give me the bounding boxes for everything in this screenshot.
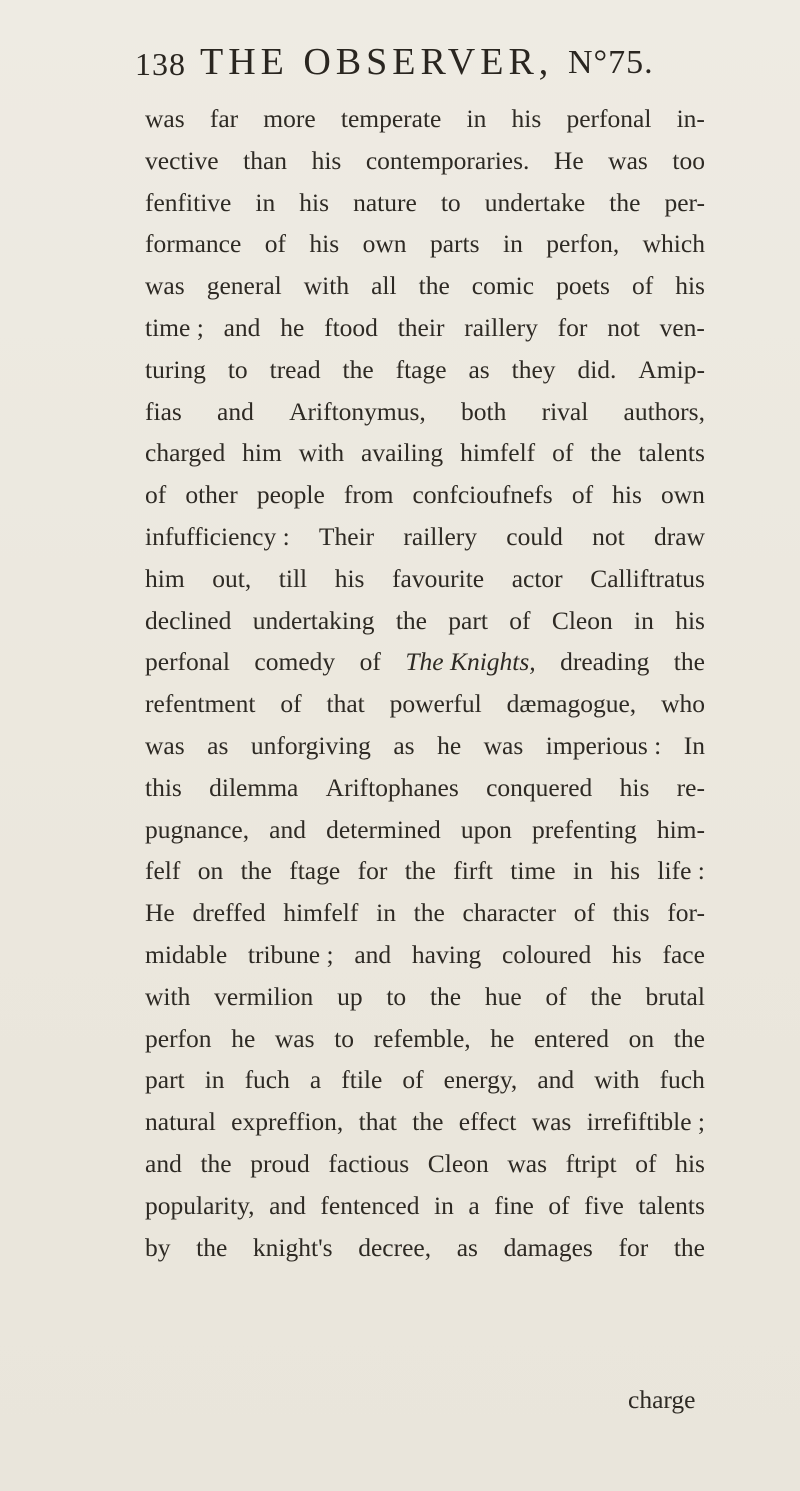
word: refemble, xyxy=(373,1023,471,1053)
text-line xyxy=(145,223,705,265)
word: of xyxy=(631,271,654,301)
text-line xyxy=(145,558,705,600)
word: his xyxy=(619,772,650,802)
word: who xyxy=(661,689,705,719)
word: refentment xyxy=(145,689,256,719)
word: perfonal xyxy=(145,647,230,677)
word: ftage xyxy=(395,354,447,384)
word: pugnance, xyxy=(145,814,250,844)
text-line xyxy=(145,1018,705,1060)
word: imperious : xyxy=(545,730,662,760)
word: he xyxy=(280,312,305,342)
text-line xyxy=(145,725,705,767)
text-line xyxy=(145,474,705,516)
word: the xyxy=(590,438,622,468)
word: of xyxy=(548,1190,570,1220)
word: for xyxy=(618,1232,649,1262)
text-line xyxy=(145,934,705,976)
word: Cleon xyxy=(551,605,613,635)
word: he xyxy=(437,730,462,760)
word: the xyxy=(413,898,445,928)
word: perfon xyxy=(145,1023,212,1053)
text-line xyxy=(145,976,705,1018)
word: and xyxy=(145,1148,182,1178)
word: in xyxy=(502,229,523,259)
word: He xyxy=(553,145,584,175)
word: for- xyxy=(667,898,705,928)
word: actor xyxy=(511,563,563,593)
word: temperate xyxy=(340,104,442,133)
word: with xyxy=(298,438,345,468)
word: his xyxy=(511,104,542,133)
word: factious xyxy=(328,1148,410,1178)
word: the xyxy=(590,981,622,1011)
word: was xyxy=(608,145,648,175)
word: not xyxy=(607,312,640,342)
word: hue xyxy=(484,981,522,1011)
word: of xyxy=(402,1065,424,1095)
word: ftage xyxy=(289,856,341,886)
body-text xyxy=(145,98,705,1268)
word: the xyxy=(673,647,705,677)
word: the xyxy=(673,1023,705,1053)
word: to xyxy=(386,981,407,1011)
word: midable xyxy=(145,939,228,969)
word: that xyxy=(358,1107,397,1137)
word: energy, xyxy=(443,1065,518,1095)
word: damages xyxy=(503,1232,593,1262)
word: powerful xyxy=(389,689,482,719)
word: determined xyxy=(326,814,441,844)
word: out, xyxy=(212,563,252,593)
word: unforgiving xyxy=(250,730,371,760)
word: was xyxy=(145,271,185,301)
word: and xyxy=(217,396,254,426)
word: of xyxy=(145,480,167,510)
text-line xyxy=(145,349,705,391)
word: tread xyxy=(269,354,321,384)
word: comic xyxy=(471,271,535,301)
word: life : xyxy=(657,856,705,886)
word: upon xyxy=(460,814,512,844)
word: five xyxy=(584,1190,624,1220)
word: with xyxy=(594,1065,640,1095)
word: popularity, xyxy=(145,1190,255,1220)
word: a xyxy=(468,1190,480,1220)
word: draw xyxy=(653,521,705,551)
word: Calliftratus xyxy=(590,563,705,593)
word: to xyxy=(334,1023,355,1053)
word: his xyxy=(311,145,342,175)
word: his xyxy=(612,480,642,510)
word: perfon, xyxy=(546,229,620,259)
word: as xyxy=(456,1232,478,1262)
word: they xyxy=(511,354,556,384)
word: conquered xyxy=(486,772,593,802)
word: himfelf xyxy=(460,438,536,468)
word: in- xyxy=(676,104,705,133)
word: in xyxy=(255,187,276,217)
word: entered xyxy=(533,1023,609,1053)
text-line xyxy=(145,1227,705,1269)
word: comedy xyxy=(254,647,336,677)
word: all xyxy=(371,271,397,301)
word: him xyxy=(145,563,185,593)
word: up xyxy=(337,981,363,1011)
word: as xyxy=(393,730,415,760)
word: in xyxy=(204,1065,225,1095)
word: this xyxy=(145,772,182,802)
word: declined xyxy=(145,605,232,635)
word: was xyxy=(145,104,185,133)
word: effect xyxy=(458,1107,517,1137)
word: vermilion xyxy=(214,981,314,1011)
word: the xyxy=(609,187,641,217)
word: The Knights, xyxy=(405,647,536,677)
word: was xyxy=(531,1107,572,1137)
word: the xyxy=(200,1148,232,1178)
text-line xyxy=(145,98,705,140)
word: of xyxy=(359,647,381,677)
word: talents xyxy=(638,1190,705,1220)
word: and xyxy=(269,814,306,844)
word: him- xyxy=(656,814,705,844)
word: tribune ; xyxy=(247,939,334,969)
text-line xyxy=(145,892,705,934)
word: could xyxy=(506,521,563,551)
word: Their xyxy=(318,521,375,551)
word: people xyxy=(256,480,325,510)
word: his xyxy=(309,229,340,259)
word: on xyxy=(628,1023,655,1053)
word: Ariftonymus, xyxy=(289,396,426,426)
word: himfelf xyxy=(283,898,359,928)
word: for xyxy=(357,856,388,886)
word: felf xyxy=(145,856,181,886)
text-line xyxy=(145,641,705,683)
word: raillery xyxy=(403,521,478,551)
word: undertake xyxy=(484,187,586,217)
word: was xyxy=(274,1023,315,1053)
word: he xyxy=(231,1023,256,1053)
word: this xyxy=(612,898,650,928)
word: in xyxy=(466,104,487,133)
word: time ; xyxy=(145,312,204,342)
word: other xyxy=(185,480,238,510)
word: vective xyxy=(145,145,219,175)
text-line xyxy=(145,683,705,725)
word: poets xyxy=(556,271,610,301)
word: prefenting xyxy=(531,814,637,844)
word: from xyxy=(343,480,394,510)
word: rival xyxy=(541,396,589,426)
word: turing xyxy=(145,354,206,384)
word: the xyxy=(673,1232,705,1262)
word: of xyxy=(264,229,286,259)
word: the xyxy=(395,605,427,635)
word: face xyxy=(662,939,705,969)
word: dreading xyxy=(560,647,650,677)
word: with xyxy=(303,271,350,301)
word: own xyxy=(660,480,705,510)
word: undertaking xyxy=(252,605,375,635)
word: Cleon xyxy=(427,1148,489,1178)
page-number: 138 xyxy=(135,46,186,82)
word: till xyxy=(278,563,308,593)
word: the xyxy=(240,856,272,886)
word: his xyxy=(611,939,642,969)
word: knight's xyxy=(252,1232,333,1262)
word: dilemma xyxy=(209,772,299,802)
word: and xyxy=(354,939,392,969)
word: decree, xyxy=(358,1232,432,1262)
word: Ariftophanes xyxy=(325,772,459,802)
word: their xyxy=(397,312,445,342)
word: more xyxy=(263,104,316,133)
text-line xyxy=(145,1185,705,1227)
word: the xyxy=(196,1232,228,1262)
word: to xyxy=(440,187,461,217)
word: formance xyxy=(145,229,242,259)
catchword: charge xyxy=(628,1385,696,1414)
word: was xyxy=(145,730,185,760)
word: and xyxy=(537,1065,575,1095)
word: dreffed xyxy=(192,898,266,928)
word: the xyxy=(429,981,462,1011)
word: the xyxy=(412,1107,444,1137)
word: own xyxy=(362,229,407,259)
word: ftile xyxy=(341,1065,383,1095)
word: his xyxy=(299,187,330,217)
word: his xyxy=(675,271,705,301)
running-title: THE OBSERVER, xyxy=(200,41,554,83)
word: general xyxy=(206,271,282,301)
word: time xyxy=(510,856,556,886)
word: nature xyxy=(353,187,417,217)
word: per- xyxy=(664,187,705,217)
text-line xyxy=(145,307,705,349)
word: was xyxy=(483,730,524,760)
text-line xyxy=(145,1101,705,1143)
text-line xyxy=(145,767,705,809)
word: the xyxy=(342,354,374,384)
word: not xyxy=(592,521,625,551)
word: fine xyxy=(494,1190,534,1220)
word: raillery xyxy=(464,312,538,342)
word: that xyxy=(326,689,365,719)
word: in xyxy=(434,1190,454,1220)
word: ven- xyxy=(659,312,705,342)
page-header xyxy=(135,40,665,100)
word: He xyxy=(145,898,175,928)
word: of xyxy=(545,981,567,1011)
text-line xyxy=(145,265,705,307)
word: as xyxy=(468,354,490,384)
word: both xyxy=(461,396,507,426)
word: fias xyxy=(145,396,182,426)
word: brutal xyxy=(645,981,705,1011)
word: his xyxy=(675,605,705,635)
word: of xyxy=(635,1148,657,1178)
word: perfonal xyxy=(566,104,652,133)
word: in xyxy=(376,898,396,928)
word: parts xyxy=(429,229,480,259)
word: on xyxy=(197,856,224,886)
word: as xyxy=(207,730,229,760)
issue-number: N°75. xyxy=(568,44,654,81)
word: infufficiency : xyxy=(145,521,290,551)
word: proud xyxy=(250,1148,310,1178)
word: in xyxy=(634,605,654,635)
word: having xyxy=(411,939,482,969)
word: fuch xyxy=(659,1065,705,1095)
text-line xyxy=(145,809,705,851)
text-line xyxy=(145,182,705,224)
word: the xyxy=(418,271,450,301)
word: charged xyxy=(145,438,226,468)
word: far xyxy=(209,104,239,133)
word: fenfitive xyxy=(145,187,232,217)
word: did. xyxy=(577,354,617,384)
word: confcioufnefs xyxy=(412,480,553,510)
text-line xyxy=(145,1143,705,1185)
word: his xyxy=(675,1148,705,1178)
word: a xyxy=(309,1065,322,1095)
word: he xyxy=(490,1023,515,1053)
text-line xyxy=(145,516,705,558)
word: In xyxy=(683,730,705,760)
word: favourite xyxy=(392,563,485,593)
word: his xyxy=(610,856,641,886)
word: than xyxy=(243,145,288,175)
word: was xyxy=(507,1148,548,1178)
word: for xyxy=(557,312,588,342)
word: re- xyxy=(676,772,705,802)
word: of xyxy=(509,605,531,635)
word: coloured xyxy=(502,939,592,969)
text-line xyxy=(145,140,705,182)
word: the xyxy=(404,856,436,886)
word: of xyxy=(571,480,594,510)
word: his xyxy=(334,563,365,593)
word: Amip- xyxy=(638,354,705,384)
word: fuch xyxy=(244,1065,290,1095)
text-line xyxy=(145,1059,705,1101)
word: talents xyxy=(638,438,705,468)
text-line xyxy=(145,600,705,642)
text-line xyxy=(145,391,705,433)
word: contemporaries. xyxy=(365,145,530,175)
word: to xyxy=(227,354,248,384)
word: character xyxy=(462,898,556,928)
word: irrefiftible ; xyxy=(586,1107,705,1137)
word: of xyxy=(552,438,574,468)
word: part xyxy=(448,605,488,635)
word: firft xyxy=(453,856,493,886)
word: and xyxy=(223,312,261,342)
word: of xyxy=(280,689,302,719)
word: expreffion, xyxy=(231,1107,344,1137)
word: of xyxy=(573,898,595,928)
word: in xyxy=(573,856,593,886)
word: ftript xyxy=(565,1148,617,1178)
word: ftood xyxy=(324,312,378,342)
word: natural xyxy=(145,1107,216,1137)
word: availing xyxy=(361,438,444,468)
word: too xyxy=(672,145,705,175)
word: part xyxy=(145,1065,185,1095)
text-line xyxy=(145,432,705,474)
text-line xyxy=(145,850,705,892)
word: dæmagogue, xyxy=(506,689,637,719)
word: with xyxy=(145,981,191,1011)
word: by xyxy=(145,1232,171,1262)
word: and xyxy=(269,1190,306,1220)
word: fentenced xyxy=(320,1190,420,1220)
word: him xyxy=(242,438,282,468)
word: which xyxy=(642,229,705,259)
word: authors, xyxy=(623,396,705,426)
